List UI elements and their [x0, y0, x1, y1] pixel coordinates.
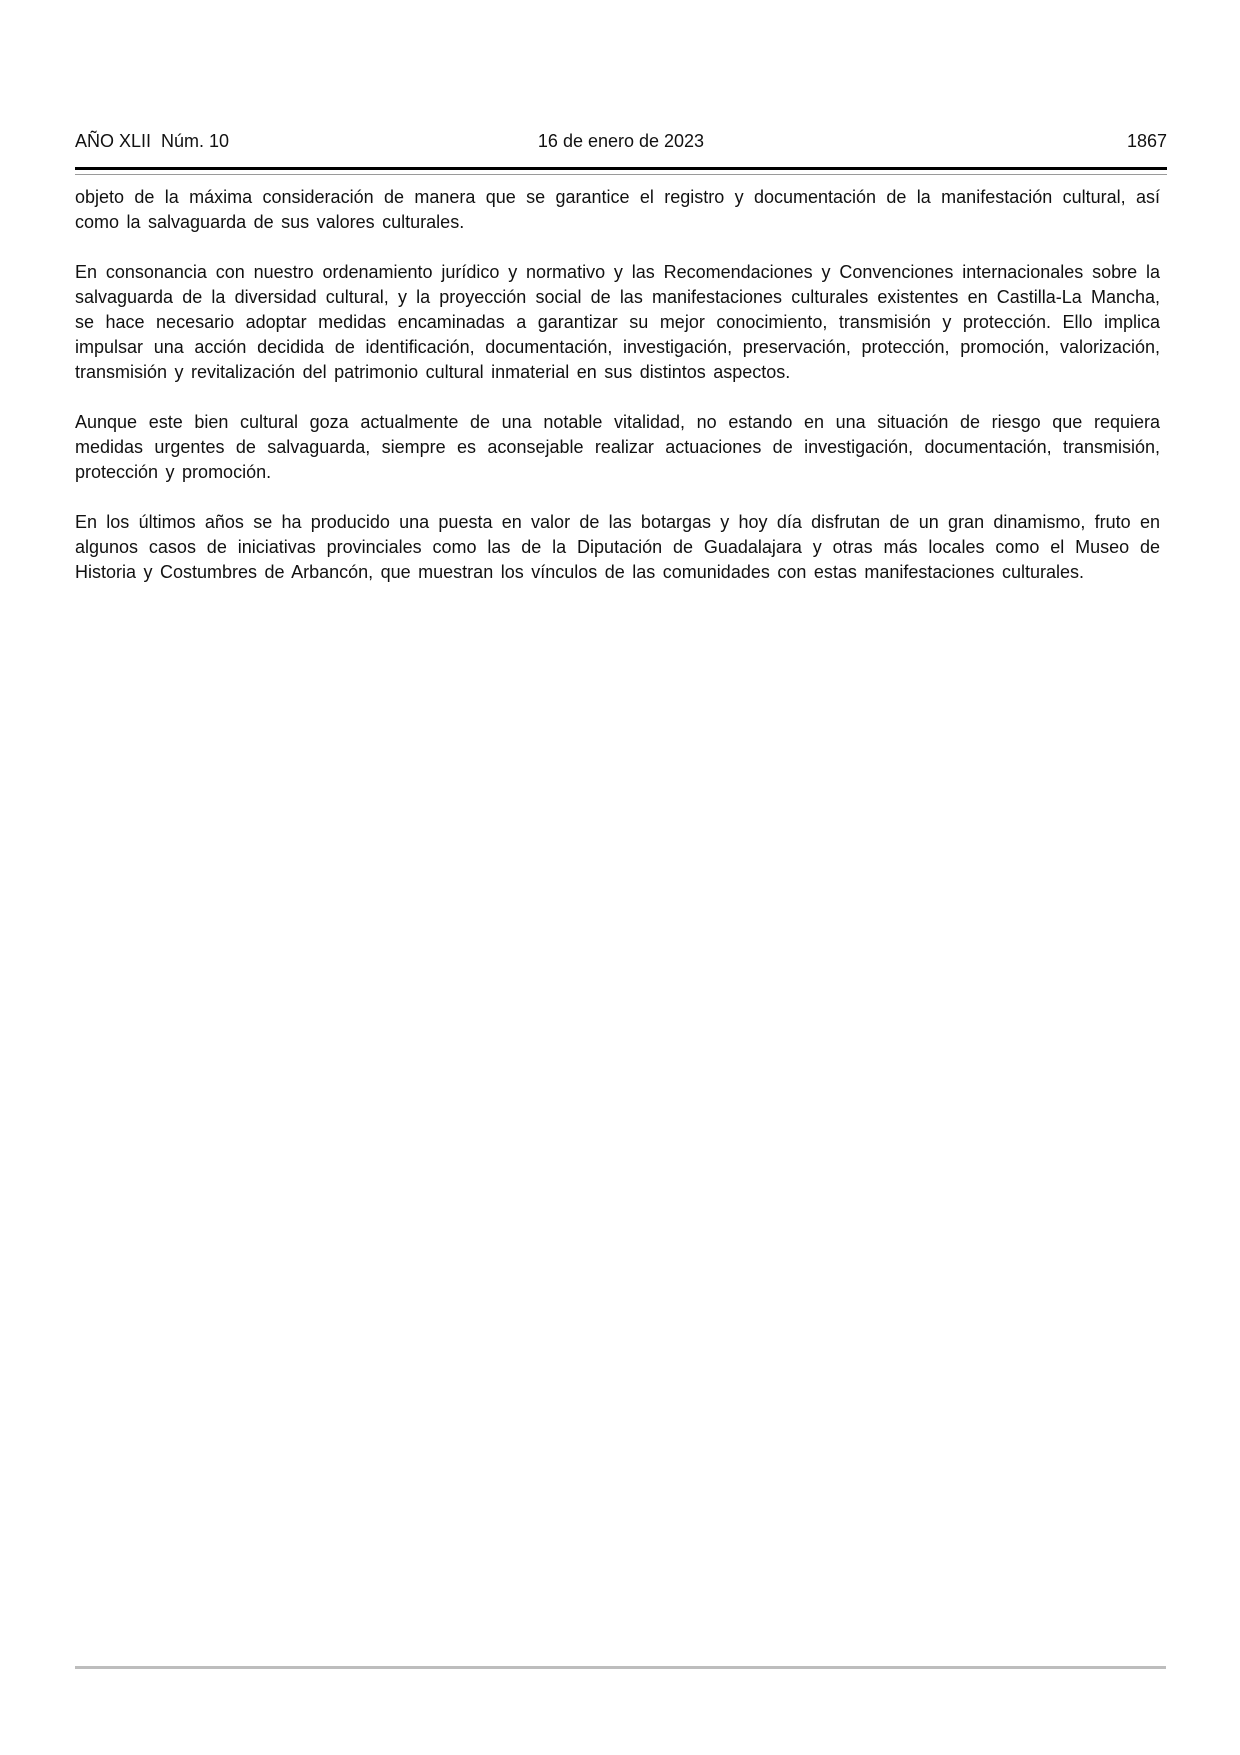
paragraph-1: objeto de la máxima consideración de manera que se garantice el registro y documentación de la manifestación cultural, así como la salvaguarda de sus valores culturales.: [75, 187, 1160, 232]
header-date: 16 de enero de 2023: [537, 131, 705, 151]
header-rule-thin: [75, 174, 1167, 175]
header-page-number: 1867: [1126, 131, 1167, 151]
header-edition-number: AÑO XLII Núm. 10: [75, 131, 230, 151]
paragraph-3: Aunque este bien cultural goza actualmente de una notable vitalidad, no estando en una situación de riesgo que requiera medidas urgentes de salvaguarda, siempre es aconsejable realizar actuaciones de investigación, documentación, transmisión, protección y promoción.: [75, 412, 1160, 482]
document-body: [75, 185, 1160, 610]
header-rule-thick: [75, 167, 1167, 170]
paragraph-4: En los últimos años se ha producido una puesta en valor de las botargas y hoy día disfrutan de un gran dinamismo, fruto en algunos casos de iniciativas provinciales como las de la Diputación de Guadalajara y otras más locales como el Museo de Historia y Costumbres de Arbancón, que muestran los vínculos de las comunidades con estas manifestaciones culturales.: [75, 512, 1160, 582]
paragraph-2: En consonancia con nuestro ordenamiento jurídico y normativo y las Recomendaciones y Convenciones internacionales sobre la salvaguarda de la diversidad cultural, y la proyección social de las manifestaciones culturales existentes en Castilla-La Mancha, se hace necesario adoptar medidas encaminadas a garantizar su mejor conocimiento, transmisión y protección. Ello implica impulsar una acción decidida de identificación, documentación, investigación, preservación, protección, promoción, valorización, transmisión y revitalización del patrimonio cultural inmaterial en sus distintos aspectos.: [75, 262, 1160, 382]
page-header: [75, 130, 1167, 152]
footer-divider: [75, 1666, 1166, 1669]
